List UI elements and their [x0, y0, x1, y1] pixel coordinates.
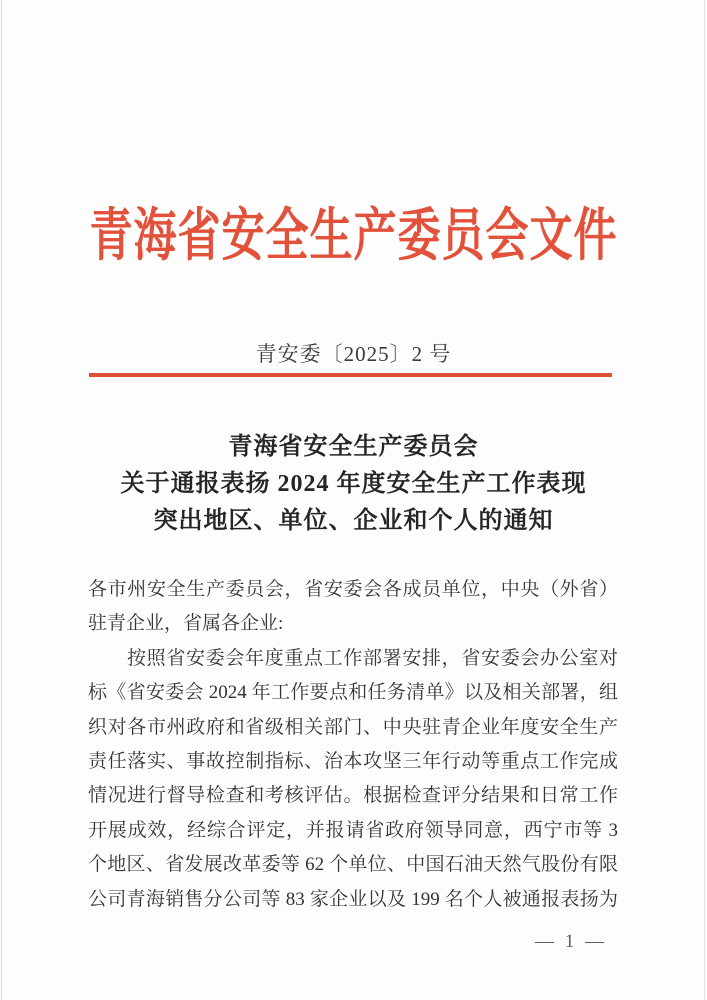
- doc-title-line-1: 青海省安全生产委员会: [228, 434, 479, 460]
- scan-edge-right: [704, 0, 705, 1000]
- body-line: 开展成效，经综合评定，并报请省政府领导同意，西宁市等 3: [88, 819, 618, 841]
- body-line: 各市州安全生产委员会，省安委会各成员单位，中央（外省）: [88, 579, 618, 600]
- doc-title-line-2: 关于通报表扬 2024 年度安全生产工作表现: [120, 471, 587, 497]
- doc-title-line-3: 突出地区、单位、企业和个人的通知: [153, 508, 554, 534]
- red-divider: [89, 373, 612, 377]
- body-line: 按照省安委会年度重点工作部署安排，省安委会办公室对: [127, 647, 618, 669]
- body-line: 织对各市州政府和省级相关部门、中央驻青企业年度安全生产: [88, 716, 618, 738]
- letterhead: [0, 196, 707, 266]
- body-line: 驻青企业，省属各企业:: [88, 613, 284, 635]
- body-line: 公司青海销售分公司等 83 家企业以及 199 名个人被通报表扬为: [88, 888, 618, 910]
- body-line: 个地区、省发展改革委等 62 个单位、中国石油天然气股份有限: [88, 854, 618, 876]
- org-title: 青海省安全生产委员会文件: [89, 205, 618, 268]
- body-line: 责任落实、事故控制指标、治本攻坚三年行动等重点工作完成: [88, 750, 618, 772]
- body-line: 标《省安委会 2024 年工作要点和任务清单》以及相关部署，组: [88, 682, 618, 704]
- doc-title: [54, 429, 653, 540]
- doc-number: 青安委〔2025〕2 号: [255, 342, 452, 366]
- body-line: 情况进行督导检查和考核评估。根据检查评分结果和日常工作: [88, 785, 618, 807]
- scan-edge-left: [1, 0, 2, 1000]
- body-paragraphs: [88, 573, 618, 917]
- page-number: — 1 —: [535, 931, 607, 952]
